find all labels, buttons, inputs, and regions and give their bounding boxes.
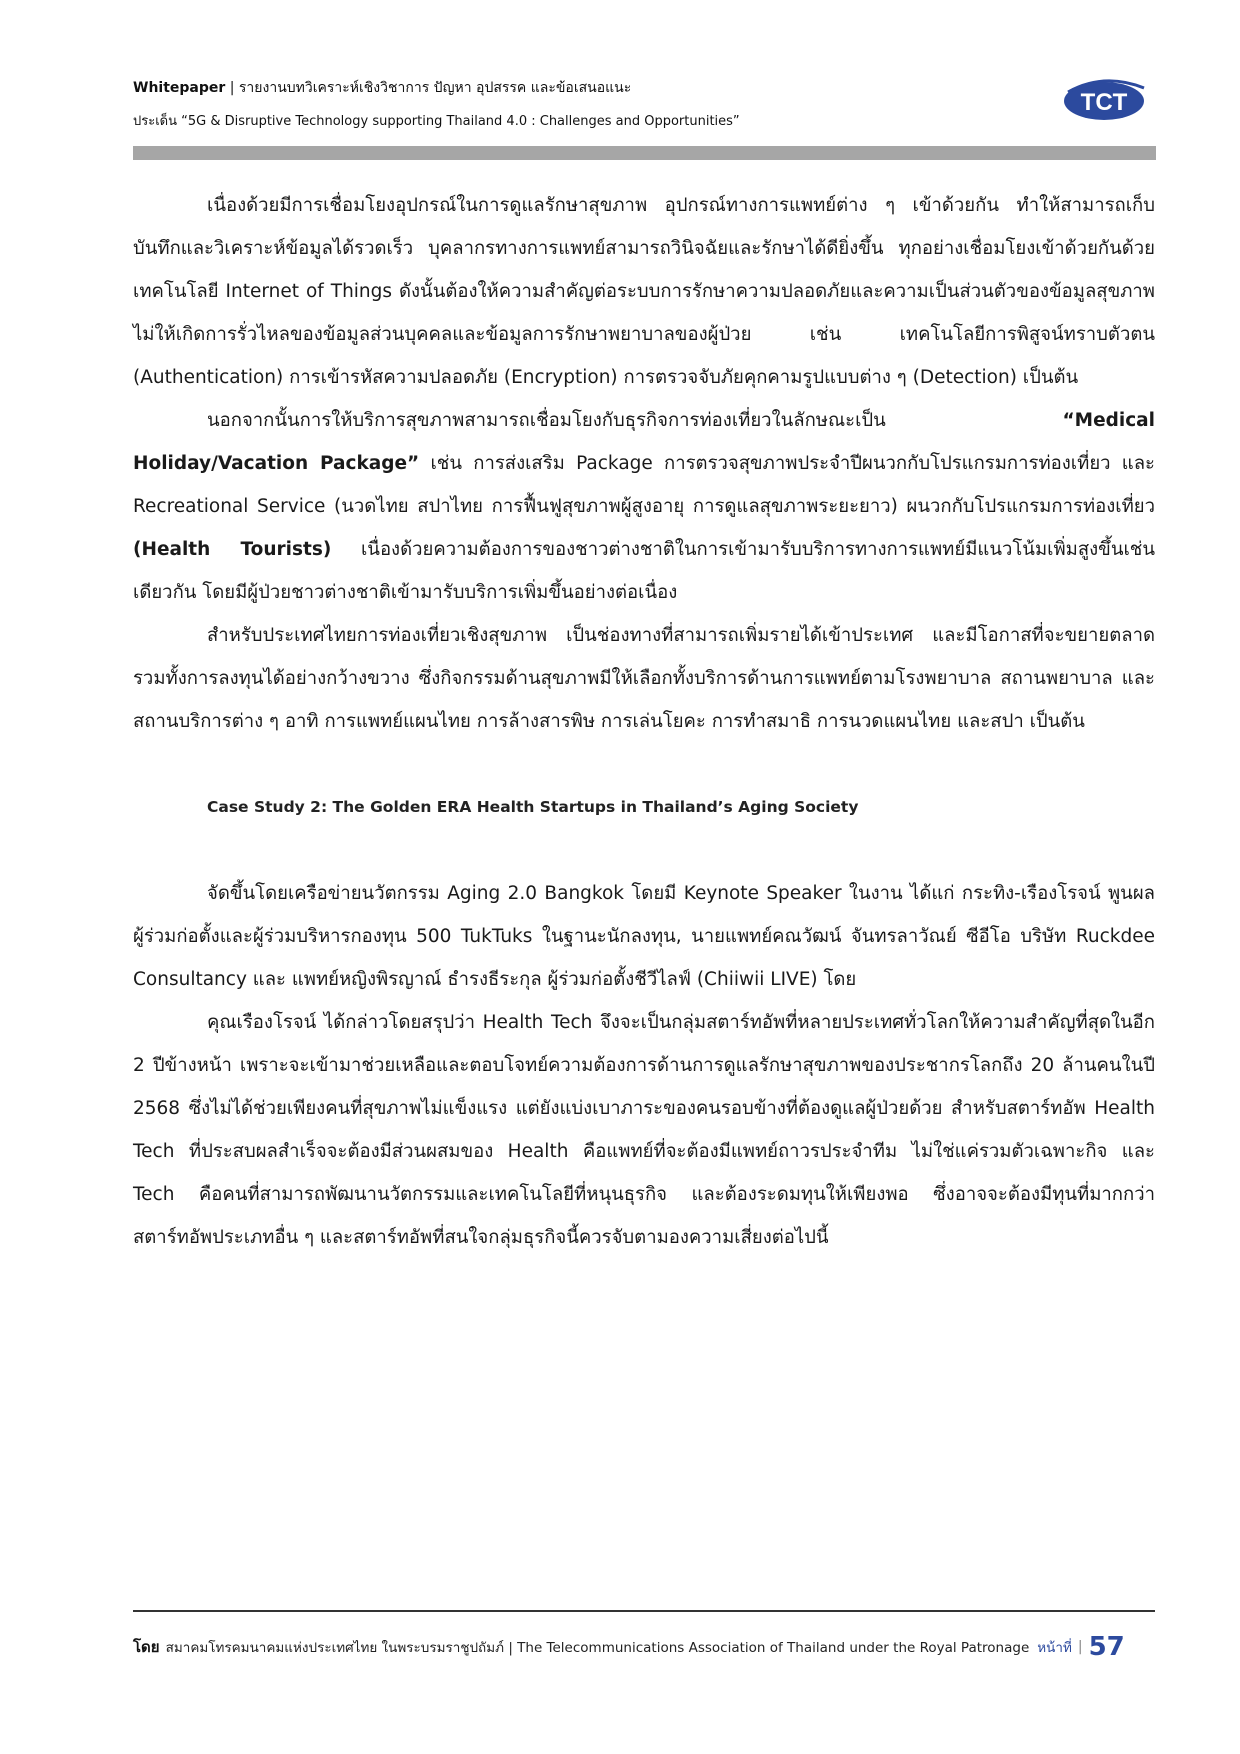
page-footer bbox=[133, 1627, 1155, 1667]
paragraph-iot-security: เนื่องด้วยมีการเชื่อมโยงอุปกรณ์ในการดูแลรักษาสุขภาพ อุปกรณ์ทางการแพทย์ต่าง ๆ เข้าด้วยกัน ทำให้สามารถเก็บบันทึกและวิเคราะห์ข้อมูลได้รวดเร็ว บุคลากรทางการแพทย์สามารถวินิจฉัยและรักษาได้ดียิ่งขึ้น ทุกอย่างเชื่อมโยงเข้าด้วยกันด้วยเทคโนโลยี Internet of Things ดังนั้นต้องให้ความสำคัญต่อระบบการรักษาความปลอดภัยและความเป็นส่วนตัวของข้อมูลสุขภาพ ไม่ให้เกิดการรั่วไหลของข้อมูลส่วนบุคคลและข้อมูลการรักษาพยาบาลของผู้ป่วย เช่น เทคโนโลยีการพิสูจน์ทราบตัวตน (Authentication) การเข้ารหัสความปลอดภัย (Encryption) การตรวจจับภัยคุกคามรูปแบบต่าง ๆ (Detection) เป็นต้น bbox=[133, 195, 1155, 388]
paragraph-medical-holiday-part2: เช่น การส่งเสริม Package การตรวจสุขภาพประจำปีผนวกกับโปรแกรมการท่องเที่ยว และ Recreational Service (นวดไทย สปาไทย การฟื้นฟูสุขภาพผู้สูงอายุ การดูแลสุขภาพระยะยาว) ผนวกกับโปรแกรมการท่องเที่ยว bbox=[133, 453, 1155, 517]
tct-logo bbox=[1058, 70, 1150, 126]
logo-text: TCT bbox=[1080, 89, 1128, 116]
paragraph-medical-holiday-part3: เนื่องด้วยความต้องการของชาวต่างชาติในการเข้ามารับบริการทางการแพทย์มีแนวโน้มเพิ่มสูงขึ้นเช่นเดียวกัน โดยมีผู้ป่วยชาวต่างชาติเข้ามารับบริการเพิ่มขึ้นอย่างต่อเนื่อง bbox=[133, 539, 1155, 603]
case-study-title: Case Study 2: The Golden ERA Health Startups in Thailand’s Aging Society bbox=[207, 798, 859, 816]
health-tourists-term: (Health Tourists) bbox=[133, 539, 332, 560]
spacer bbox=[133, 829, 1155, 872]
paragraph-medical-holiday bbox=[133, 399, 1155, 614]
header-title-suffix: | รายงานบทวิเคราะห์เชิงวิชาการ ปัญหา อุปสรรค และข้อเสนอแนะ bbox=[225, 80, 632, 96]
spacer bbox=[133, 743, 1155, 786]
footer-divider bbox=[133, 1610, 1155, 1612]
paragraph-medical-holiday-part1: นอกจากนั้นการให้บริการสุขภาพสามารถเชื่อมโยงกับธุรกิจการท่องเที่ยวในลักษณะเป็น bbox=[207, 410, 1063, 431]
header-divider-bar bbox=[133, 146, 1156, 160]
footer-separator: | bbox=[1077, 1639, 1083, 1655]
page-header bbox=[133, 78, 1133, 132]
paragraph-wellness-tourism: สำหรับประเทศไทยการท่องเที่ยวเชิงสุขภาพ เป็นช่องทางที่สามารถเพิ่มรายได้เข้าประเทศ และมีโอกาสที่จะขยายตลาดรวมทั้งการลงทุนได้อย่างกว้างขวาง ซึ่งกิจกรรมด้านสุขภาพมีให้เลือกทั้งบริการด้านการแพทย์ตามโรงพยาบาล สถานพยาบาล และสถานบริการต่าง ๆ อาทิ การแพทย์แผนไทย การล้างสารพิษ การเล่นโยคะ การทำสมาธิ การนวดแผนไทย และสปา เป็นต้น bbox=[133, 625, 1155, 732]
footer-page-label: หน้าที่ bbox=[1037, 1640, 1072, 1656]
header-title-line bbox=[133, 78, 1133, 98]
header-subtitle: ประเด็น “5G & Disruptive Technology supporting Thailand 4.0 : Challenges and Opportunities” bbox=[133, 114, 740, 129]
page-number: 57 bbox=[1088, 1632, 1125, 1662]
page-content bbox=[133, 184, 1155, 1259]
footer-by: โดย bbox=[133, 1638, 160, 1656]
paragraph-aging-event: จัดขึ้นโดยเครือข่ายนวัตกรรม Aging 2.0 Bangkok โดยมี Keynote Speaker ในงาน ได้แก่ กระทิง-เรืองโรจน์ พูนผล ผู้ร่วมก่อตั้งและผู้ร่วมบริหารกองทุน 500 TukTuks ในฐานะนักลงทุน, นายแพทย์คณวัฒน์ จันทรลาวัณย์ ซีอีโอ บริษัท Ruckdee Consultancy และ แพทย์หญิงพิรญาณ์ ธำรงธีระกุล ผู้ร่วมก่อตั้งชีวีไลฟ์ (Chiiwii LIVE) โดย bbox=[133, 883, 1155, 990]
header-doc-type: Whitepaper bbox=[133, 80, 226, 96]
footer-organization: สมาคมโทรคมนาคมแห่งประเทศไทย ในพระบรมราชูปถัมภ์ | The Telecommunications Association of Thailand under the Royal Patronage bbox=[165, 1640, 1030, 1656]
medical-holiday-term: “Medical Holiday/Vacation Package” bbox=[133, 410, 1155, 474]
paragraph-health-tech: คุณเรืองโรจน์ ได้กล่าวโดยสรุปว่า Health Tech จึงจะเป็นกลุ่มสตาร์ทอัพที่หลายประเทศทั่วโลกให้ความสำคัญที่สุดในอีก 2 ปีข้างหน้า เพราะจะเข้ามาช่วยเหลือและตอบโจทย์ความต้องการด้านการดูแลรักษาสุขภาพของประชากรโลกถึง 20 ล้านคนในปี 2568 ซึ่งไม่ได้ช่วยเพียงคนที่สุขภาพไม่แข็งแรง แต่ยังแบ่งเบาภาระของคนรอบข้างที่ต้องดูแลผู้ป่วยด้วย สำหรับสตาร์ทอัพ Health Tech ที่ประสบผลสำเร็จจะต้องมีส่วนผสมของ Health คือแพทย์ที่จะต้องมีแพทย์ถาวรประจำทีม ไม่ใช่แค่รวมตัวเฉพาะกิจ และ Tech คือคนที่สามารถพัฒนานวัตกรรมและเทคโนโลยีที่หนุนธุรกิจ และต้องระดมทุนให้เพียงพอ ซึ่งอาจจะต้องมีทุนที่มากกว่าสตาร์ทอัพประเภทอื่น ๆ และสตาร์ทอัพที่สนใจกลุ่มธุรกิจนี้ควรจับตามองความเสี่ยงต่อไปนี้ bbox=[133, 1012, 1155, 1248]
